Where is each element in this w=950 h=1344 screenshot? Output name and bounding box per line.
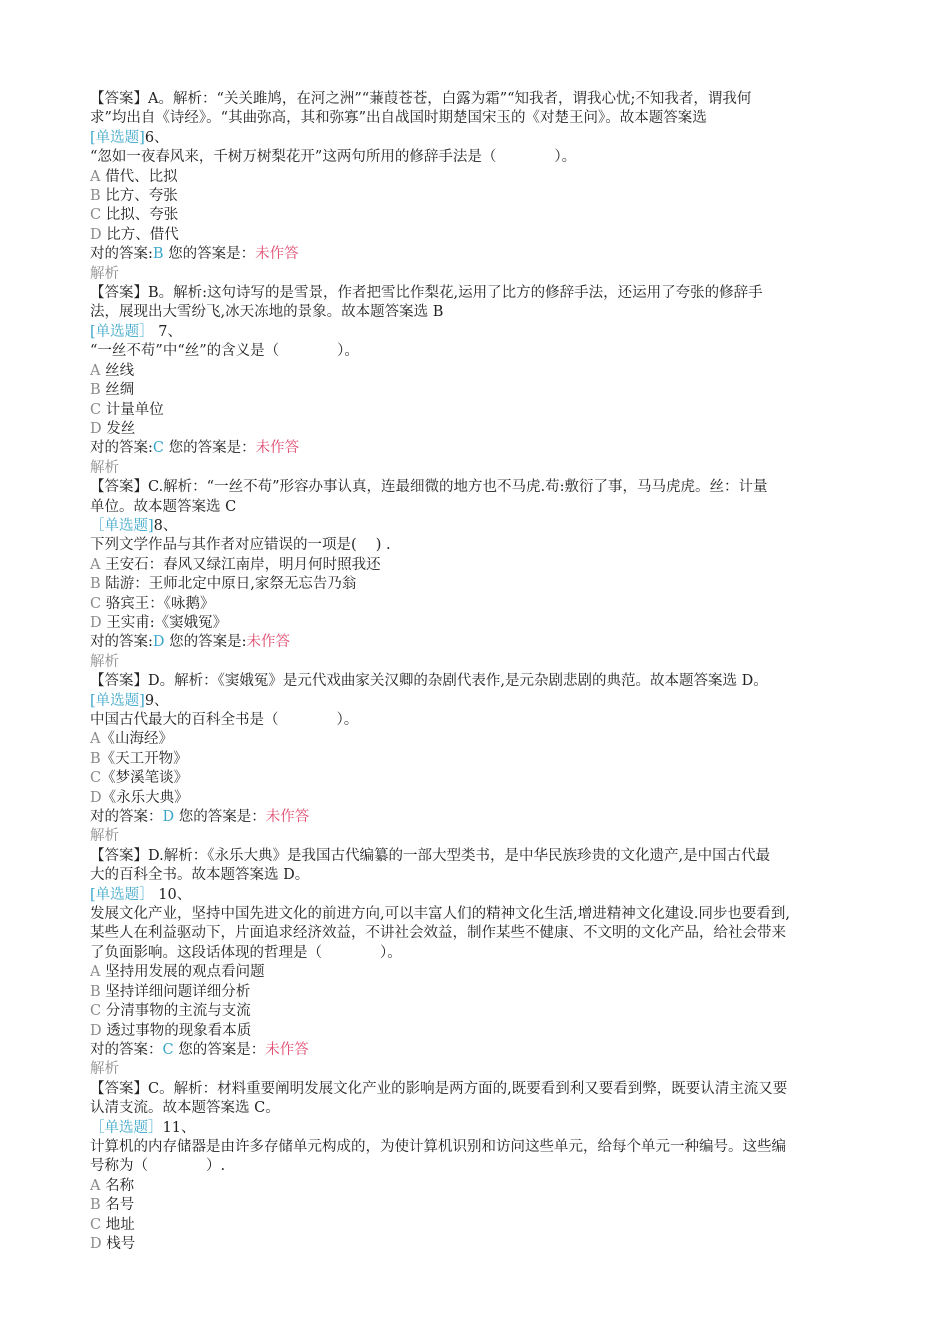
- question-8: [90, 517, 860, 692]
- option-a[interactable]: A《山海经》: [90, 731, 173, 748]
- question-stem: 下列文学作品与其作者对应错误的一项是( ) .: [90, 537, 391, 554]
- analysis-line: 求”均出自《诗经》。“其曲弥高，其和弥寡”出自战国时期楚国宋玉的《对楚王问》。故本题答案选: [90, 110, 707, 127]
- correct-answer: D: [162, 809, 175, 826]
- analysis-line: 大的百科全书。故本题答案选 D。: [90, 867, 310, 884]
- question-stem: “一丝不苟”中“丝”的含义是（ ）。: [90, 343, 359, 360]
- analysis-label: 解析: [90, 265, 119, 282]
- question-number: 11、: [162, 1119, 196, 1136]
- option-d[interactable]: D 发丝: [90, 420, 136, 437]
- option-d[interactable]: D 王实甫:《窦娥冤》: [90, 614, 228, 631]
- option-a[interactable]: A 王安石：春风又绿江南岸，明月何时照我还: [90, 556, 381, 573]
- analysis-line: 【答案】A。解析：“关关雎鸠，在河之洲”“蒹葭苍苍，白露为霜”“知我者，谓我心忧;不知我者，谓我何: [90, 91, 752, 107]
- option-a[interactable]: A 名称: [90, 1177, 135, 1194]
- option-b[interactable]: B 坚持详细问题详细分析: [90, 983, 251, 1000]
- option-b[interactable]: B 陆游：王师北定中原日,家祭无忘告乃翁: [90, 576, 357, 593]
- answer-row: 对的答案:B 您的答案是：未作答: [90, 246, 299, 263]
- option-b[interactable]: B 丝绸: [90, 382, 135, 399]
- option-c[interactable]: C 比拟、夸张: [90, 207, 179, 224]
- analysis-line: 单位。故本题答案选 C: [90, 498, 237, 515]
- option-a[interactable]: A 丝线: [90, 362, 135, 379]
- option-c[interactable]: C 计量单位: [90, 401, 164, 418]
- option-c[interactable]: C 分清事物的主流与支流: [90, 1003, 251, 1020]
- option-b[interactable]: B《天工开物》: [90, 750, 188, 767]
- question-stem-line: 号称为（ ）.: [90, 1158, 226, 1175]
- question-stem-line: 计算机的内存储器是由许多存储单元构成的，为使计算机识别和访问这些单元，给每个单元一种编号。这些编: [90, 1138, 786, 1155]
- answer-status: 未作答: [246, 634, 291, 651]
- analysis-line: 【答案】D。解析：《窦娥冤》是元代戏曲家关汉卿的杂剧代表作,是元杂剧悲剧的典范。故本题答案选 D。: [90, 673, 768, 690]
- question-header: [90, 129, 860, 148]
- answer-status: 未作答: [255, 440, 300, 457]
- option-d[interactable]: D《永乐大典》: [90, 789, 189, 806]
- correct-answer: D: [152, 634, 165, 651]
- question-header: [90, 886, 860, 905]
- analysis-label: 解析: [90, 459, 119, 476]
- analysis-line: 【答案】C.解析：“一丝不苟”形容办事认真，连最细微的地方也不马虎.苟:敷衍了事，马马虎虎。丝：计量: [90, 479, 768, 496]
- question-11: [90, 1119, 860, 1255]
- question-number: 7、: [153, 323, 183, 340]
- option-d[interactable]: D 比方、借代: [90, 226, 179, 243]
- analysis-line: 认清支流。故本题答案选 C。: [90, 1100, 280, 1117]
- option-d[interactable]: D 透过事物的现象看本质: [90, 1022, 252, 1039]
- question-type-tag: [单选题］: [90, 886, 154, 903]
- question-9: [90, 692, 860, 886]
- answer-row: 对的答案:D 您的答案是:未作答: [90, 634, 291, 651]
- question-7: [90, 323, 860, 517]
- question-header: [90, 323, 860, 342]
- correct-answer: C: [162, 1041, 174, 1058]
- question-number: 8、: [153, 517, 178, 534]
- question-stem-line: 了负面影响。这段话体现的哲理是（ ）。: [90, 944, 402, 961]
- question-type-tag: [单选题]: [90, 129, 145, 146]
- analysis-line: 【答案】D.解析：《永乐大典》是我国古代编纂的一部大型类书，是中华民族珍贵的文化遗产,是中国古代最: [90, 847, 771, 864]
- analysis-line: 【答案】B。解析:这句诗写的是雪景，作者把雪比作梨花,运用了比方的修辞手法，还运用了夸张的修辞手: [90, 285, 763, 302]
- question-stem: “忽如一夜春风来，千树万树梨花开”这两句所用的修辞手法是（ ）。: [90, 149, 577, 166]
- option-b[interactable]: B 比方、夸张: [90, 188, 178, 205]
- question-number: 6、: [144, 129, 169, 146]
- analysis-label: 解析: [90, 828, 119, 845]
- option-c[interactable]: C 骆宾王：《咏鹅》: [90, 595, 215, 612]
- option-b[interactable]: B 名号: [90, 1197, 135, 1214]
- option-a[interactable]: A 借代、比拟: [90, 168, 178, 185]
- question-6: [90, 129, 860, 323]
- question-type-tag: [单选题］: [90, 323, 154, 340]
- answer-row: 对的答案：D 您的答案是：未作答: [90, 809, 310, 826]
- q5-analysis: [90, 90, 860, 129]
- option-a[interactable]: A 坚持用发展的观点看问题: [90, 964, 265, 981]
- option-c[interactable]: C《梦溪笔谈》: [90, 770, 189, 787]
- option-d[interactable]: D 栈号: [90, 1235, 136, 1252]
- option-c[interactable]: C 地址: [90, 1216, 135, 1233]
- correct-answer: C: [152, 440, 164, 457]
- question-10: [90, 886, 860, 1119]
- question-stem: 中国古代最大的百科全书是（ ）。: [90, 712, 359, 728]
- analysis-label: 解析: [90, 1061, 119, 1078]
- answer-row: 对的答案:C 您的答案是：未作答: [90, 440, 300, 457]
- question-header: [90, 1119, 860, 1138]
- question-type-tag: ［单选题］: [90, 1119, 163, 1136]
- document-page: [90, 90, 860, 1254]
- analysis-line: 【答案】C。解析：材料重要阐明发展文化产业的影响是两方面的,既要看到利又要看到弊，既要认清主流又要: [90, 1080, 788, 1097]
- answer-row: 对的答案：C 您的答案是：未作答: [90, 1041, 309, 1058]
- analysis-line: 法，展现出大雪纷飞,冰天冻地的景象。故本题答案选 B: [90, 304, 444, 321]
- question-type-tag: ［单选题]: [90, 517, 154, 534]
- correct-answer: B: [152, 246, 164, 263]
- question-number: 10、: [153, 886, 192, 903]
- question-number: 9、: [144, 692, 169, 709]
- answer-status: 未作答: [265, 809, 310, 826]
- question-header: [90, 517, 860, 536]
- question-header: [90, 692, 860, 711]
- question-stem-line: 发展文化产业，坚持中国先进文化的前进方向,可以丰富人们的精神文化生活,增进精神文化建设.同步也要看到,: [90, 906, 790, 923]
- answer-status: 未作答: [255, 246, 299, 263]
- question-stem-line: 某些人在利益驱动下，片面追求经济效益，不讲社会效益，制作某些不健康、不文明的文化产品，给社会带来: [90, 925, 786, 942]
- answer-status: 未作答: [265, 1041, 309, 1058]
- question-type-tag: [单选题]: [90, 692, 145, 709]
- analysis-label: 解析: [90, 653, 119, 670]
